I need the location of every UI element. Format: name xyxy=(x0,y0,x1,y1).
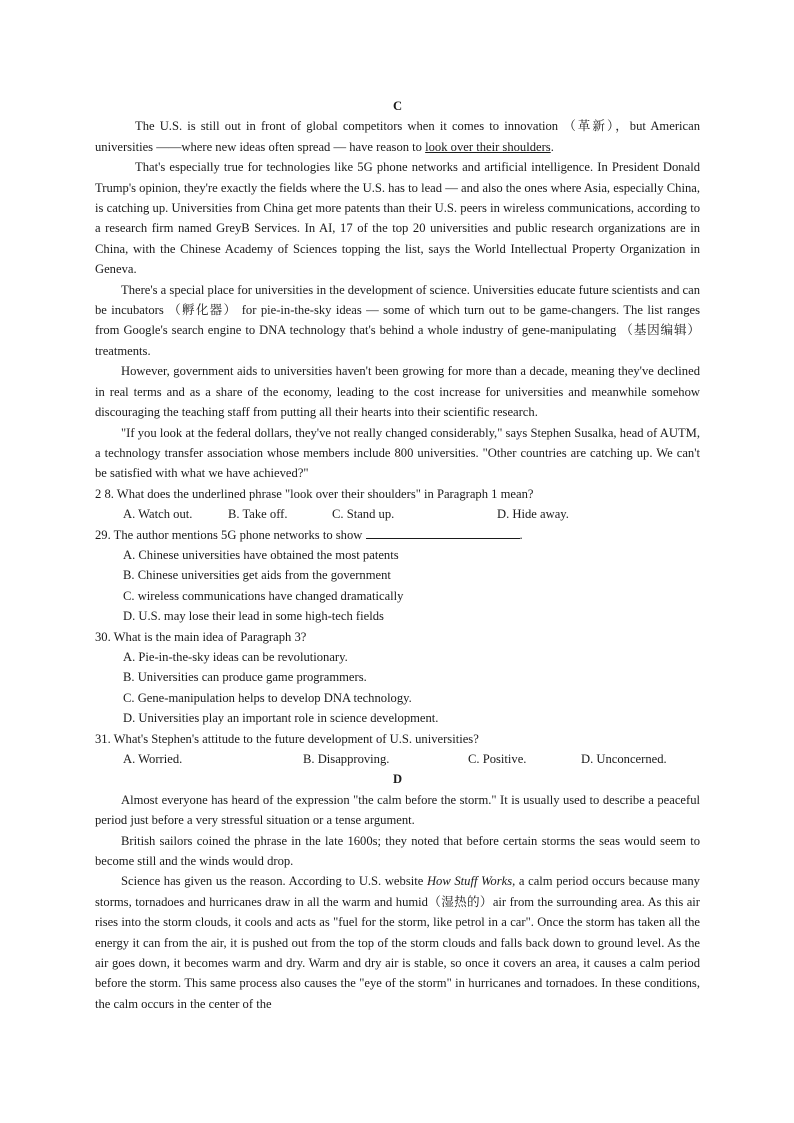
q30-option-c: C. Gene-manipulation helps to develop DNA technology. xyxy=(123,690,412,705)
q29-option-d: D. U.S. may lose their lead in some high-tech fields xyxy=(123,609,384,624)
question-28-options xyxy=(123,504,700,524)
underlined-phrase: look over their shoulders xyxy=(425,139,551,154)
c-paragraph-4: However, government aids to universities haven't been growing for more than a decade, meaning they've declined in real terms and as a share of the economy, leading to the cost increase for universities and meanwhile somehow discouraging the teaching staff from putting all their hearts into their scientific research. xyxy=(95,364,700,420)
q28-option-d: D. Hide away. xyxy=(497,507,569,522)
q29-option-c: C. wireless communications have changed dramatically xyxy=(123,588,404,603)
q31-option-d: D. Unconcerned. xyxy=(581,752,667,766)
c-paragraph-5: "If you look at the federal dollars, they've not really changed considerably," says Stephen Susalka, head of AUTM, a technology transfer association whose members include 800 universities. "Other countries are catching up. We can't be satisfied with what we have achieved?" xyxy=(95,425,700,481)
q31-option-c: C. Positive. xyxy=(468,752,527,766)
q30-option-a: A. Pie-in-the-sky ideas can be revolutionary. xyxy=(123,649,348,664)
question-28: 2 8. What does the underlined phrase "look over their shoulders" in Paragraph 1 mean? xyxy=(95,486,534,501)
website-title: How Stuff Works, xyxy=(426,874,516,889)
section-d-heading: D xyxy=(392,772,403,787)
q28-option-b: B. Take off. xyxy=(228,507,288,522)
q31-option-a: A. Worried. xyxy=(123,752,183,766)
d-paragraph-3: Science has given us the reason. According to U.S. website How Stuff Works, a calm period occurs because many storms, tornadoes and hurricanes draw in all the warm and humid（湿热的）air from the surrounding area. As this air rises into the storm clouds, it cools and acts as "fuel for the storm, like petrol in a car". Once the storm has taken all the energy it can from the air, it is pushed out from the top of the storm clouds and falls back down to ground level. As the air goes down, it becomes warm and dry. Warm and dry air is stable, so once it covers an area, it causes a calm period before the storm. This same process also causes the "eye of the storm" in hurricanes and tornadoes. In these conditions, the calm occurs in the center of the xyxy=(95,874,700,1011)
c-paragraph-3: There's a special place for universities in the development of science. Universities educate future scientists and can be incubators （孵化器） for pie-in-the-sky ideas — some of which turn out to be game-changers. The list ranges from Google's search engine to DNA technology that's behind a whole industry of gene-manipulating （基因编辑）treatments. xyxy=(95,282,700,358)
q30-option-d: D. Universities play an important role in science development. xyxy=(123,711,439,726)
question-31: 31. What's Stephen's attitude to the future development of U.S. universities? xyxy=(95,731,479,746)
question-29: 29. The author mentions 5G phone networks to show . xyxy=(95,525,700,545)
section-c-heading: C xyxy=(392,99,403,113)
d-paragraph-2: British sailors coined the phrase in the late 1600s; they noted that before certain storms the seas would seem to become still and the winds would drop. xyxy=(95,833,700,869)
question-30: 30. What is the main idea of Paragraph 3? xyxy=(95,629,307,644)
d-paragraph-1: Almost everyone has heard of the expression "the calm before the storm." It is usually used to describe a peaceful period just before a very stressful situation or a tense argument. xyxy=(95,792,700,828)
question-31-options xyxy=(123,749,700,769)
q30-option-b: B. Universities can produce game programmers. xyxy=(123,670,367,685)
c-paragraph-2: That's especially true for technologies like 5G phone networks and artificial intelligence. In President Donald Trump's opinion, they're exactly the fields where the U.S. has to lead — and also the ones where Asia, especially China, is catching up. Universities from China get more patents than their U.S. peers in wireless communications, according to a research firm named GreyB Services. In AI, 17 of the top 20 universities and public research organizations are in China, with the Chinese Academy of Sciences topping the list, says the World Intellectual Property Organization in Geneva. xyxy=(95,160,700,277)
document-page xyxy=(95,96,700,1014)
answer-blank xyxy=(366,525,520,539)
q29-option-b: B. Chinese universities get aids from the government xyxy=(123,568,391,583)
q28-option-a: A. Watch out. xyxy=(123,507,193,522)
c-paragraph-1: The U.S. is still out in front of global competitors when it comes to innovation （革新），but American universities ——where new ideas often spread — have reason to look over their shoulders. xyxy=(95,119,700,154)
q28-option-c: C. Stand up. xyxy=(332,507,395,522)
q31-option-b: B. Disapproving. xyxy=(303,752,390,766)
q29-option-a: A. Chinese universities have obtained the most patents xyxy=(123,547,399,562)
